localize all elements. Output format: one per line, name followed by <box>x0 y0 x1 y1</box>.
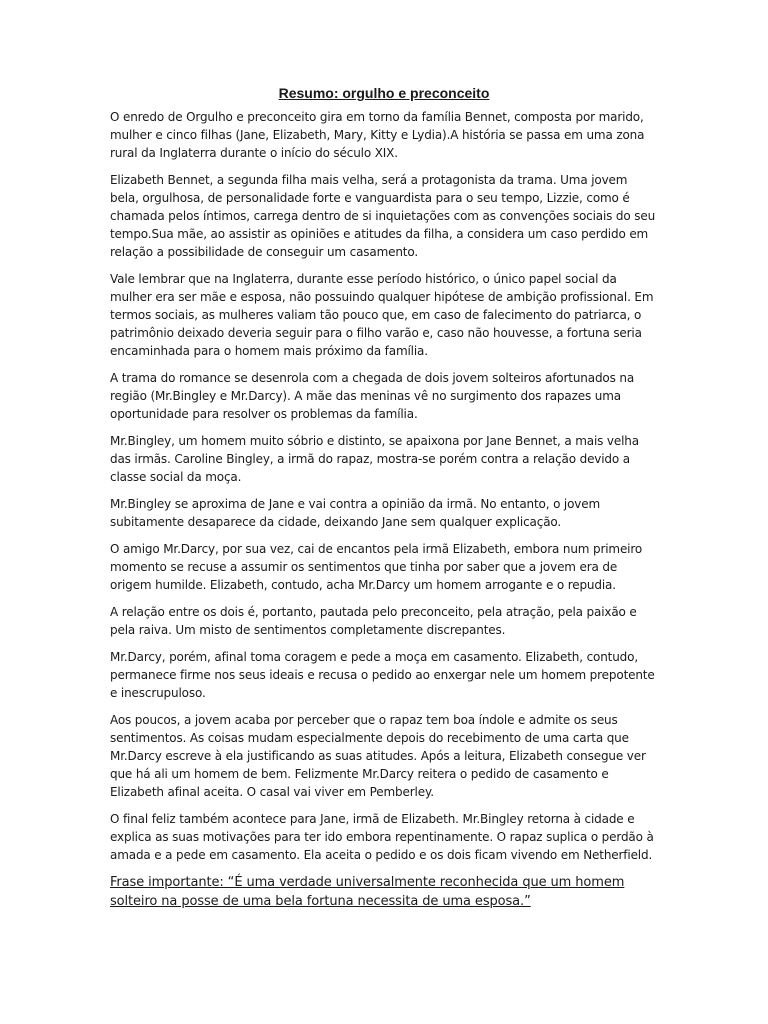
paragraph-darcy: O amigo Mr.Darcy, por sua vez, cai de encantos pela irmã Elizabeth, embora num primeiro momento se recuse a assumir os sentimentos que tinha por saber que a jovem era de origem humilde. Elizabeth, contudo, acha Mr.Darcy um homem arrogante e o repudia. <box>110 542 643 592</box>
document-title: Resumo: orgulho e preconceito <box>278 85 490 101</box>
paragraph-bingley-leaves: Mr.Bingley se aproxima de Jane e vai contra a opinião da irmã. No entanto, o jovem subitamente desaparece da cidade, deixando Jane sem qualquer explicação. <box>110 497 601 529</box>
document-page <box>110 84 658 911</box>
important-quote: Frase importante: “É uma verdade universalmente reconhecida que um homem solteiro na posse de uma bela fortuna necessita de uma esposa.” <box>110 875 625 909</box>
paragraph-resolution: Aos poucos, a jovem acaba por perceber que o rapaz tem boa índole e admite os seus sentimentos. As coisas mudam especialmente depois do recebimento de uma carta que Mr.Darcy escreve à ela justificando as suas atitudes. Após a leitura, Elizabeth consegue ver que há ali um homem de bem. Felizmente Mr.Darcy reitera o pedido de casamento e Elizabeth afinal aceita. O casal vai viver em Pemberley. <box>110 713 646 799</box>
paragraph-proposal: Mr.Darcy, porém, afinal toma coragem e pede a moça em casamento. Elizabeth, contudo, permanece firme nos seus ideais e recusa o pedido ao enxergar nele um homem prepotente e inescrupuloso. <box>110 650 655 700</box>
paragraph-intro: O enredo de Orgulho e preconceito gira em torno da família Bennet, composta por marido, mulher e cinco filhas (Jane, Elizabeth, Mary, Kitty e Lydia).A história se passa em uma zona rural da Inglaterra durante o início do século XIX. <box>110 110 645 160</box>
paragraph-plot: A trama do romance se desenrola com a chegada de dois jovem solteiros afortunados na região (Mr.Bingley e Mr.Darcy). A mãe das meninas vê no surgimento dos rapazes uma oportunidade para resolver os problemas da família. <box>110 371 635 421</box>
paragraph-ending: O final feliz também acontece para Jane, irmã de Elizabeth. Mr.Bingley retorna à cidade e explica as suas motivações para ter ido embora repentinamente. O rapaz suplica o perdão à amada e a pede em casamento. Ela aceita o pedido e os dois ficam vivendo em Netherfield. <box>110 812 654 862</box>
paragraph-relationship: A relação entre os dois é, portanto, pautada pelo preconceito, pela atração, pela paixão e pela raiva. Um misto de sentimentos completamente discrepantes. <box>110 605 637 637</box>
paragraph-context: Vale lembrar que na Inglaterra, durante esse período histórico, o único papel social da mulher era ser mãe e esposa, não possuindo qualquer hipótese de ambição profissional. Em termos sociais, as mulheres valiam tão pouco que, em caso de falecimento do patriarca, o patrimônio deixado deveria seguir para o filho varão e, caso não houvesse, a fortuna seria encaminhada para o homem mais próximo da família. <box>110 272 654 358</box>
paragraph-bingley: Mr.Bingley, um homem muito sóbrio e distinto, se apaixona por Jane Bennet, a mais velha das irmãs. Caroline Bingley, a irmã do rapaz, mostra-se porém contra a relação devido a classe social da moça. <box>110 434 639 484</box>
paragraph-elizabeth: Elizabeth Bennet, a segunda filha mais velha, será a protagonista da trama. Uma jovem bela, orgulhosa, de personalidade forte e vanguardista para o seu tempo, Lizzie, como é chamada pelos íntimos, carrega dentro de si inquietações com as convenções sociais do seu tempo.Sua mãe, ao assistir as opiniões e atitudes da filha, a considera um caso perdido em relação a possibilidade de conseguir um casamento. <box>110 173 656 259</box>
